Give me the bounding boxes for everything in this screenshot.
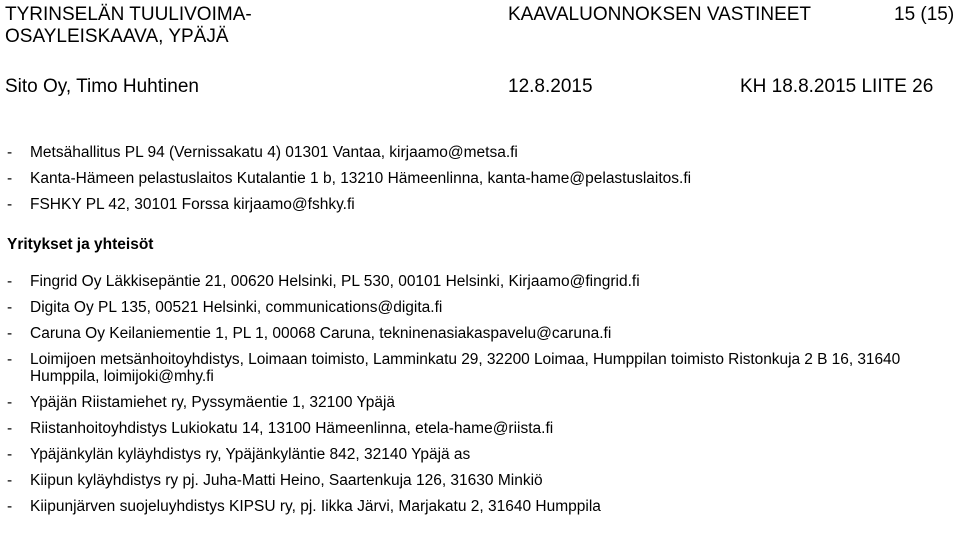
list-item: - Fingrid Oy Läkkisepäntie 21, 00620 Helsinki, PL 530, 00101 Helsinki, Kirjaamo@fingrid.fi (7, 273, 640, 290)
bullet-dash: - (7, 472, 13, 489)
board-reference: KH 18.8.2015 LIITE 26 (740, 76, 934, 97)
bullet-dash: - (7, 170, 13, 187)
bullet-dash: - (7, 299, 13, 316)
bullet-dash: - (7, 144, 13, 161)
list-item: - Metsähallitus PL 94 (Vernissakatu 4) 01301 Vantaa, kirjaamo@metsa.fi (7, 144, 518, 161)
bullet-dash: - (7, 351, 13, 368)
list-item: - Ypäjänkylän kyläyhdistys ry, Ypäjänkyläntie 842, 32140 Ypäjä as (7, 446, 471, 463)
bullet-dash: - (7, 196, 13, 213)
bullet-dash: - (7, 420, 13, 437)
companies-list (7, 273, 960, 515)
bullet-dash: - (7, 273, 13, 290)
document-date: 12.8.2015 (508, 76, 593, 97)
list-item: - Caruna Oy Keilaniementie 1, PL 1, 00068 Caruna, tekninenasiakaspavelu@caruna.fi (7, 325, 612, 342)
document-type: KAAVALUONNOKSEN VASTINEET (508, 4, 812, 25)
page-number: 15 (15) (894, 4, 955, 25)
list-item: - Kiipunjärven suojeluyhdistys KIPSU ry, pj. Iikka Järvi, Marjakatu 2, 31640 Humppila (7, 498, 601, 515)
section-heading: Yritykset ja yhteisöt (7, 236, 154, 253)
bullet-dash: - (7, 446, 13, 463)
authorities-list (7, 144, 960, 213)
document-title-line1: TYRINSELÄN TUULIVOIMA- (5, 4, 252, 25)
list-item: - Kanta-Hämeen pelastuslaitos Kutalantie 1 b, 13210 Hämeenlinna, kanta-hame@pelastuslaitos.fi (7, 170, 692, 187)
document-title-line2: OSAYLEISKAAVA, YPÄJÄ (5, 26, 229, 47)
author: Sito Oy, Timo Huhtinen (5, 76, 199, 97)
list-item: - Loimijoen metsänhoitoyhdistys, Loimaan toimisto, Lamminkatu 29, 32200 Loimaa, Humppilan toimisto Ristonkuja 2 B 16, 31640 Humppila, loimijoki@mhy.fi (7, 351, 901, 385)
list-item: - FSHKY PL 42, 30101 Forssa kirjaamo@fshky.fi (7, 196, 355, 213)
list-item: - Kiipun kyläyhdistys ry pj. Juha-Matti Heino, Saartenkuja 126, 31630 Minkiö (7, 472, 543, 489)
bullet-dash: - (7, 498, 13, 515)
list-item: - Ypäjän Riistamiehet ry, Pyssymäentie 1, 32100 Ypäjä (7, 394, 396, 411)
list-item: - Digita Oy PL 135, 00521 Helsinki, communications@digita.fi (7, 299, 443, 316)
bullet-dash: - (7, 325, 13, 342)
bullet-dash: - (7, 394, 13, 411)
list-item: - Riistanhoitoyhdistys Lukiokatu 14, 13100 Hämeenlinna, etela-hame@riista.fi (7, 420, 554, 437)
